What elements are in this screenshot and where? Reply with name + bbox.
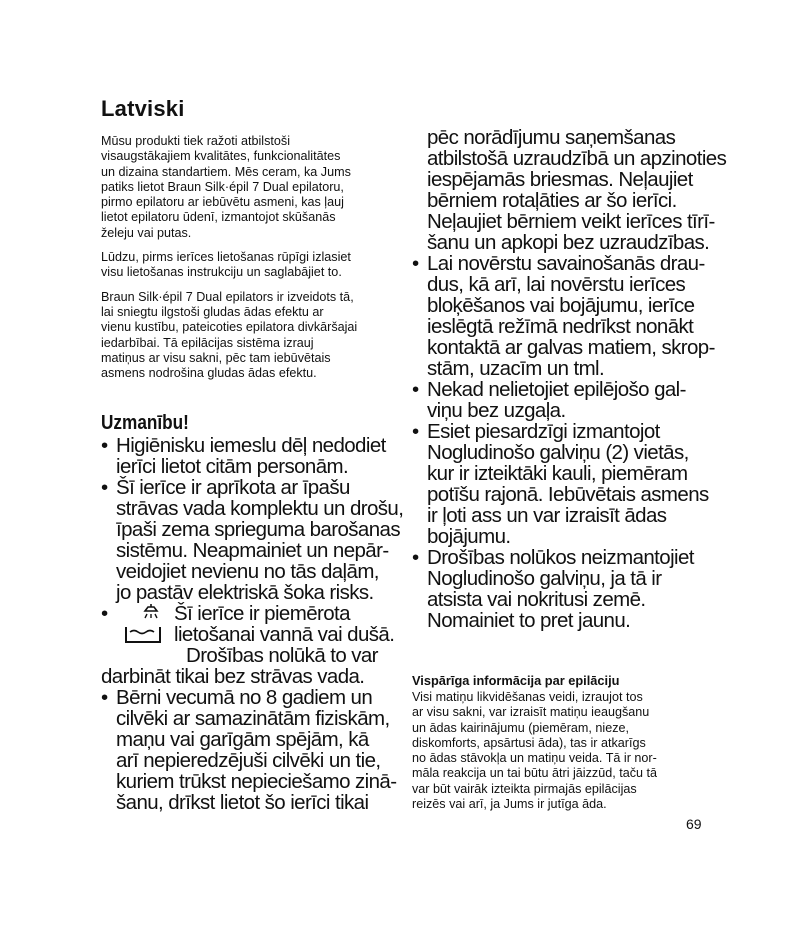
bath-shower-icon <box>124 603 164 645</box>
list-item: • Lai novērstu savainošanās drau- dus, kā arī, lai novērstu ierīces bloķēšanos vai bojājumu, ierīce ieslēgtā režīmā nedrīkst nonākt kontaktā ar galvas matiem, skrop- stām, uzacīm un tml. <box>412 253 712 379</box>
page-number: 69 <box>686 816 702 832</box>
list-item: • Esiet piesardzīgi izmantojot Nogludinošo galviņu (2) vietās, kur ir izteiktāki kauli, piemēram potīšu rajonā. Iebūvētais asmens ir ļoti ass un var izraisīt ādas bojājumu. <box>412 421 712 547</box>
intro-paragraph: Mūsu produkti tiek ražoti atbilstoši visaugstākajiem kvalitātes, funkcionalitātes un dizaina standartiem. Mēs ceram, ka Jums patiks lietot Braun Silk·épil 7 Dual epilatoru, pirmo epilatoru ar iebūvētu asmeni, kas ļauj lietot epilatoru ūdenī, izmantojot skūšanās želeju vai putas. <box>101 134 351 240</box>
general-info-paragraph: Visi matiņu likvidēšanas veidi, izraujot tos ar visu sakni, var izraisīt matiņu ieaugšanu un ādas kairinājumu (piemēram, nieze, diskomforts, apsārtusi āda), tas ir atkarīgs no ādas stāvokļa un matiņu veida. Tā ir nor- māla reakcija un tai būtu ātri jāizzūd, taču tā var būt vairāk izteikta pirmajās epilācijas reizēs vai arī, ja Jums ir jutīga āda. <box>412 690 658 812</box>
list-item: • Higiēnisku iemeslu dēļ nedodiet ierīci lietot citām personām. <box>101 435 401 477</box>
instructions-paragraph: Lūdzu, pirms ierīces lietošanas rūpīgi izlasiet visu lietošanas instrukciju un saglabājiet to. <box>101 250 351 280</box>
continued-text: pēc norādījumu saņemšanas atbilstošā uzraudzībā un apzinoties iespējamās briesmas. Neļaujiet bērniem rotaļāties ar šo ierīci. Neļaujiet bērniem veikt ierīces tīrī- šanu un apkopi bez uzraudzības. <box>427 126 727 254</box>
list-item: • Drošības nolūkos neizmantojiet Nogludinošo galviņu, ja tā ir atsista vai nokritusi zemē. Nomainiet to pret jaunu. <box>412 547 712 631</box>
caution-heading: Uzmanību! <box>101 412 189 435</box>
caution-list-continued <box>412 252 715 632</box>
list-item: • Bērni vecumā no 8 gadiem un cilvēki ar samazinātām fiziskām, maņu vai garīgām spējām, kā arī nepieredzējuši cilvēki un tie, kuriem trūkst nepieciešamo zinā- šanu, drīkst lietot šo ierīci tikai <box>101 687 401 813</box>
list-item: • Šī ierīce ir piemērota lietošanai vannā vai dušā. Drošības nolūkā to var darbināt tikai bez strāvas vada. <box>101 603 401 687</box>
caution-list <box>101 434 404 815</box>
left-column <box>101 96 404 815</box>
list-item: • Nekad nelietojiet epilējošo gal- viņu bez uzgaļa. <box>412 379 712 421</box>
page-title: Latviski <box>101 96 185 121</box>
bath-warning: • Šī ierīce ir piemērota lietošanai vannā vai dušā. Drošības nolūkā to var <box>116 603 401 666</box>
product-paragraph: Braun Silk·épil 7 Dual epilators ir izveidots tā, lai sniegtu ilgstoši gludas ādas efektu ar vienu kustību, pateicoties epilatora divkāršajai iedarbībai. Tā epilācijas sistēma izrauj matiņus ar visu sakni, pēc tam iebūvētais asmens nodrošina gludas ādas efektu. <box>101 289 358 381</box>
general-info-heading: Vispārīga informācija par epilāciju <box>412 673 620 688</box>
list-item: • Šī ierīce ir aprīkota ar īpašu strāvas vada komplektu un drošu, īpaši zema sprieguma barošanas sistēmu. Neapmainiet un nepār- veidojiet nevienu no tās daļām, jo pastāv elektriskā šoka risks. <box>101 477 401 603</box>
right-column <box>412 126 727 812</box>
